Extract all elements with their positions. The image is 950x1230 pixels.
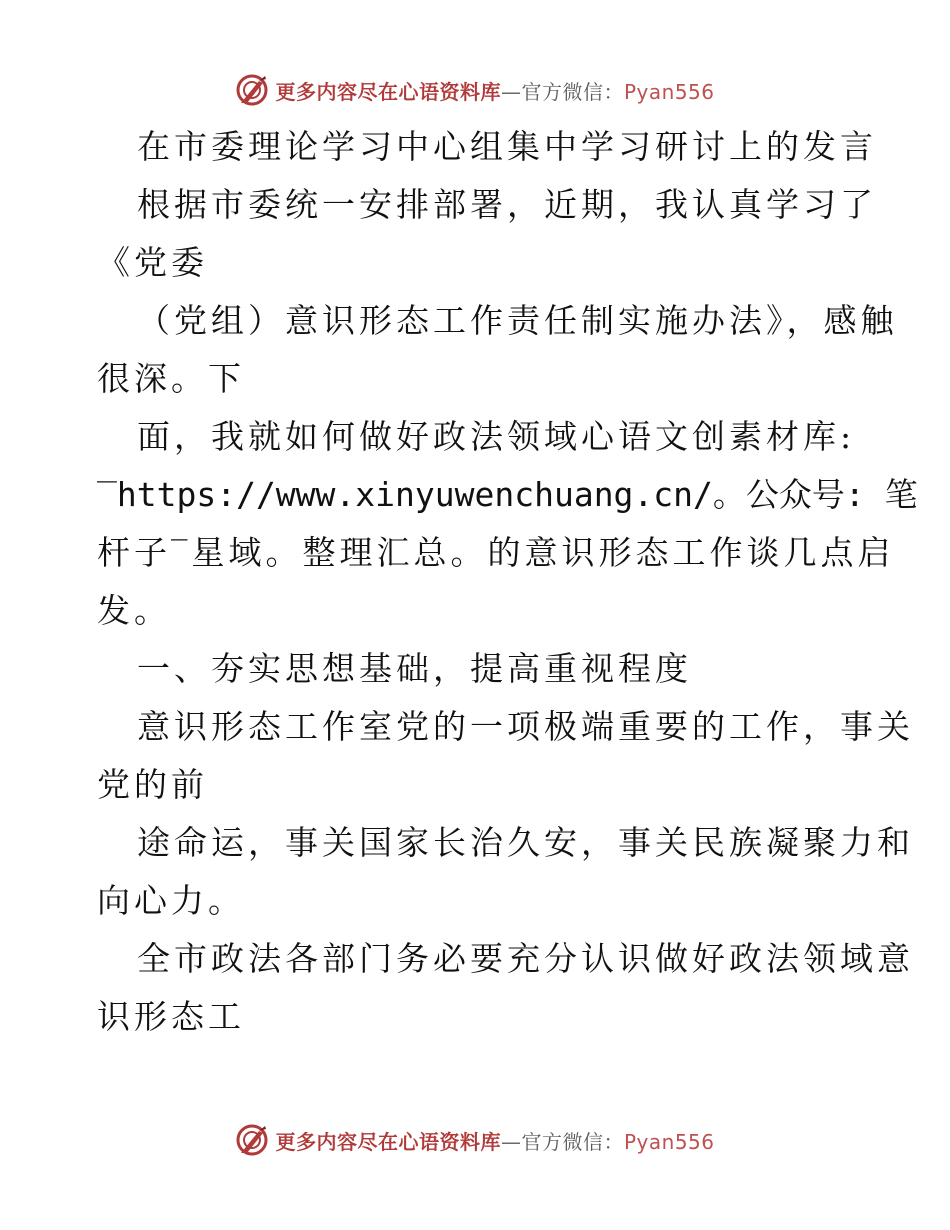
watermark-account: Pyan556 [623,1129,715,1154]
watermark-label: 官方微信： [521,1129,624,1154]
quill-logo-icon [235,73,269,107]
watermark-separator: — [500,79,522,104]
url-line: ‾https://www.xinyuwenchuang.cn/。公众号: 笔 [97,475,918,514]
quill-logo-icon [235,1123,269,1157]
watermark-text [275,76,714,105]
paragraph-line: 面，我就如何做好政法领域心语文创素材库: [137,417,856,456]
footer-watermark [0,1120,950,1160]
watermark-site: 更多内容尽在心语资料库 [275,1129,501,1154]
section-heading: 一、夯实思想基础，提高重视程度 [137,649,692,688]
paragraph-line: 杆子‾星域。整理汇总。的意识形态工作谈几点启 [97,533,895,572]
paragraph-line: 向心力。 [97,881,245,920]
paragraph-line: 途命运，事关国家长治久安，事关民族凝聚力和 [137,823,914,862]
paragraph-line: 识形态工 [97,997,245,1036]
header-watermark [0,70,950,110]
watermark-separator: — [500,1129,522,1154]
document-body [97,118,918,1046]
paragraph-line: 根据市委统一安排部署，近期，我认真学习了 [137,185,877,224]
watermark-label: 官方微信： [521,79,624,104]
paragraph-line: 全市政法各部门务必要充分认识做好政法领域意 [137,939,914,978]
watermark-site: 更多内容尽在心语资料库 [275,79,501,104]
paragraph-line: 党的前 [97,765,208,804]
paragraph-line: 意识形态工作室党的一项极端重要的工作，事关 [137,707,914,746]
watermark-account: Pyan556 [623,79,715,104]
paragraph-line: 《党委 [97,243,208,282]
watermark-text [275,1126,714,1155]
paragraph-line: （党组）意识形态工作责任制实施办法》，感触 [137,301,898,340]
paragraph-line: 发。 [97,591,171,630]
paragraph-line: 很深。下 [97,359,245,398]
document-title: 在市委理论学习中心组集中学习研讨上的发言 [137,127,877,166]
